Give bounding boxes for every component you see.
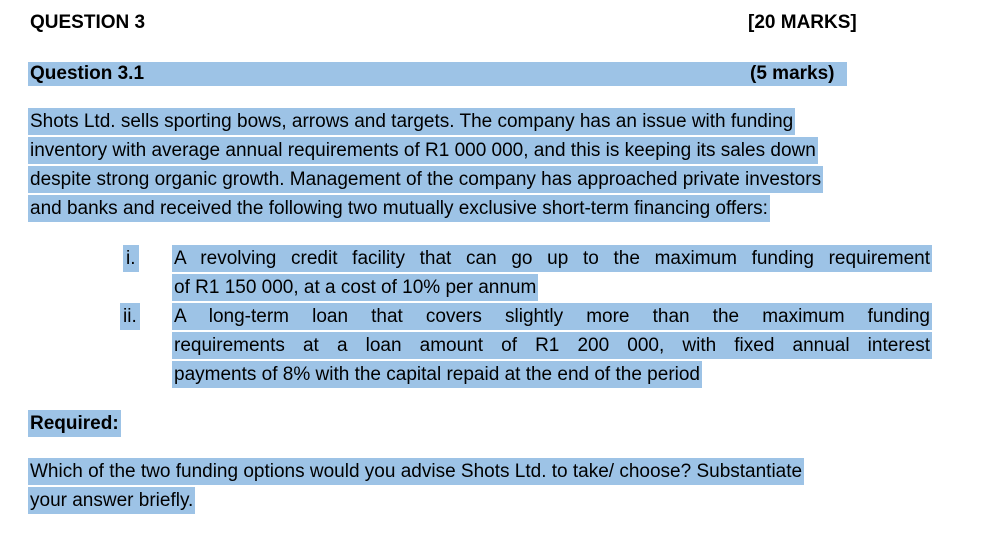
subquestion-highlight-bar (28, 62, 847, 86)
subquestion-marks: (5 marks) (750, 63, 835, 84)
task-line: your answer briefly. (28, 487, 195, 514)
option-numeral: ii. (120, 303, 140, 330)
intro-line: and banks and received the following two mutually exclusive short-term financing offers: (28, 195, 770, 222)
option-line: A revolving credit facility that can go up to the maximum funding requirement (172, 245, 932, 272)
question-marks: [20 MARKS] (748, 12, 857, 33)
task-line: Which of the two funding options would you advise Shots Ltd. to take/ choose? Substantiate (28, 458, 804, 485)
intro-line: Shots Ltd. sells sporting bows, arrows and targets. The company has an issue with funding (28, 108, 795, 135)
question-title: QUESTION 3 (30, 12, 146, 33)
option-numeral: i. (123, 245, 139, 272)
option-line: A long-term loan that covers slightly more than the maximum funding (172, 303, 932, 330)
intro-line: inventory with average annual requirements of R1 000 000, and this is keeping its sales down (28, 137, 818, 164)
required-label: Required: (28, 410, 121, 437)
option-line: payments of 8% with the capital repaid at the end of the period (172, 361, 702, 388)
option-line: requirements at a loan amount of R1 200 000, with fixed annual interest (172, 332, 932, 359)
subquestion-title: Question 3.1 (30, 63, 145, 84)
intro-line: despite strong organic growth. Management of the company has approached private investors (28, 166, 823, 193)
option-line: of R1 150 000, at a cost of 10% per annum (172, 274, 538, 301)
